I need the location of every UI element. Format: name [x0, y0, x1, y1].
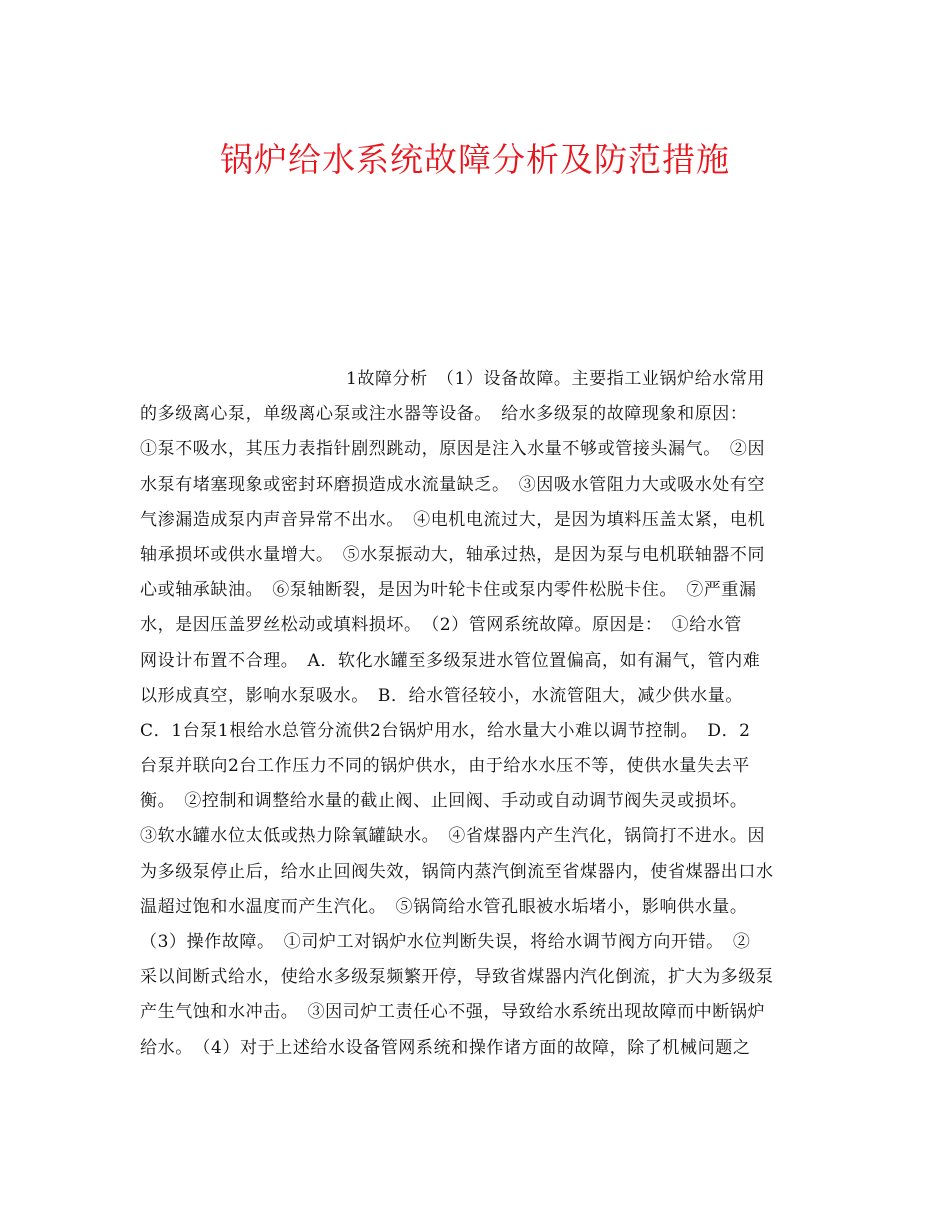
body-line: 台泵并联向2台工作压力不同的锅炉供水，由于给水水压不等，使供水量失去平	[140, 756, 750, 777]
document-body	[140, 362, 812, 1066]
body-line: 采以间断式给水，使给水多级泵频繁开停，导致省煤器内汽化倒流，扩大为多级泵	[140, 967, 774, 988]
body-line: （3）操作故障。 ①司炉工对锅炉水位判断失误，将给水调节阀方向开错。 ②	[140, 932, 751, 952]
body-line: 心或轴承缺油。 ⑥泵轴断裂，是因为叶轮卡住或泵内零件松脱卡住。 ⑦严重漏	[140, 580, 757, 601]
document-title: 锅炉给水系统故障分析及防范措施	[220, 140, 730, 179]
body-line: 水，是因压盖罗丝松动或填料损坏。 （2）管网系统故障。原因是： ①给水管	[140, 615, 742, 636]
body-line: 网设计布置不合理。 A．软化水罐至多级泵进水管位置偏高，如有漏气，管内难	[140, 650, 761, 671]
body-line: 为多级泵停止后，给水止回阀失效，锅筒内蒸汽倒流至省煤器内，使省煤器出口水	[140, 861, 774, 882]
body-line: 的多级离心泵，单级离心泵或注水器等设备。 给水多级泵的故障现象和原因：	[140, 404, 748, 425]
body-line: 以形成真空，影响水泵吸水。 B．给水管径较小，水流管阻大，减少供水量。	[140, 685, 743, 706]
body-line: 水泵有堵塞现象或密封环磨损造成水流量缺乏。 ③因吸水管阻力大或吸水处有空	[140, 474, 766, 495]
body-line: 给水。 （4）对于上述给水设备管网系统和操作诸方面的故障，除了机械问题之	[140, 1037, 751, 1058]
body-line: 衡。 ②控制和调整给水量的截止阀、止回阀、手动或自动调节阀失灵或损坏。	[140, 791, 748, 812]
body-line: ③软水罐水位太低或热力除氧罐缺水。 ④省煤器内产生汽化，锅筒打不进水。因	[140, 826, 766, 847]
body-line: C．1台泵1根给水总管分流供2台锅炉用水，给水量大小难以调节控制。 D．2	[140, 720, 751, 741]
body-line: 温超过饱和水温度而产生汽化。 ⑤锅筒给水管孔眼被水垢堵小，影响供水量。	[140, 896, 748, 917]
body-line: ①泵不吸水，其压力表指针剧烈跳动，原因是注入水量不够或管接头漏气。 ②因	[140, 439, 766, 460]
body-line: 1故障分析 （1）设备故障。主要指工业锅炉给水常用	[346, 369, 766, 389]
body-line: 产生气蚀和水冲击。 ③因司炉工责任心不强，导致给水系统出现故障而中断锅炉	[140, 1002, 766, 1023]
body-line: 轴承损坏或供水量增大。 ⑤水泵振动大，轴承过热，是因为泵与电机联轴器不同	[140, 544, 766, 565]
body-line: 气渗漏造成泵内声音异常不出水。 ④电机电流过大，是因为填料压盖太紧，电机	[140, 509, 766, 530]
